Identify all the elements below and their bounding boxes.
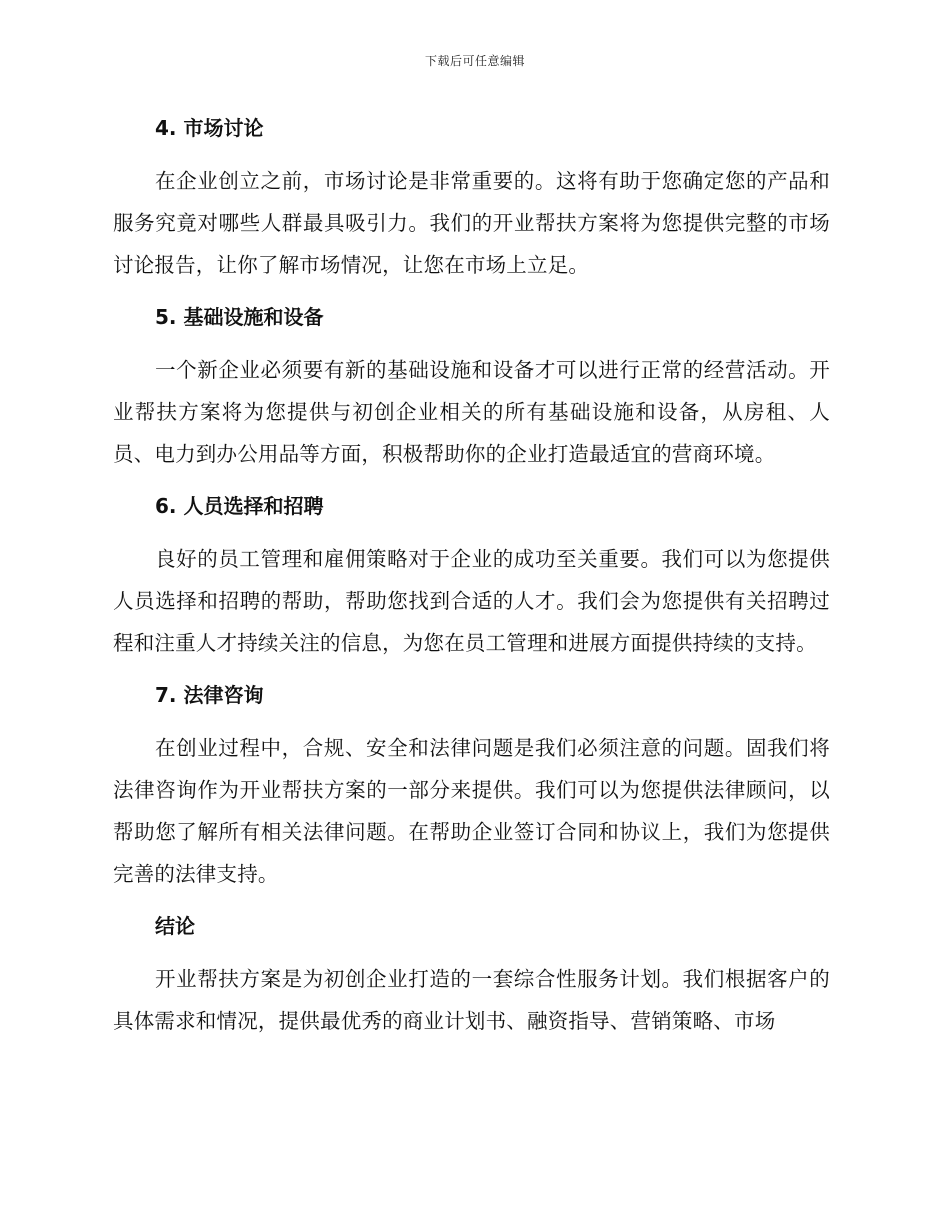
section-title: 结论 (155, 914, 195, 938)
document-body (113, 108, 830, 1053)
section-title: 6. 人员选择和招聘 (155, 494, 324, 518)
section-paragraph: 开业帮扶方案是为初创企业打造的一套综合性服务计划。我们根据客户的具体需求和情况，提供最优秀的商业计划书、融资指导、营销策略、市场 (113, 967, 830, 1033)
section-recruitment (113, 486, 830, 664)
section-legal-consulting (113, 675, 830, 895)
section-paragraph: 良好的员工管理和雇佣策略对于企业的成功至关重要。我们可以为您提供人员选择和招聘的帮助，帮助您找到合适的人才。我们会为您提供有关招聘过程和注重人才持续关注的信息，为您在员工管理和进展方面提供持续的支持。 (113, 547, 830, 655)
section-infrastructure (113, 297, 830, 475)
section-market-discussion (113, 108, 830, 286)
section-paragraph: 在企业创立之前，市场讨论是非常重要的。这将有助于您确定您的产品和服务究竟对哪些人群最具吸引力。我们的开业帮扶方案将为您提供完整的市场讨论报告，让你了解市场情况，让您在市场上立足。 (113, 169, 830, 277)
section-paragraph: 一个新企业必须要有新的基础设施和设备才可以进行正常的经营活动。开业帮扶方案将为您提供与初创企业相关的所有基础设施和设备，从房租、人员、电力到办公用品等方面，积极帮助你的企业打造最适宜的营商环境。 (113, 358, 830, 466)
section-conclusion (113, 906, 830, 1042)
section-paragraph: 在创业过程中，合规、安全和法律问题是我们必须注意的问题。固我们将法律咨询作为开业帮扶方案的一部分来提供。我们可以为您提供法律顾问，以帮助您了解所有相关法律问题。在帮助企业签订合同和协议上，我们为您提供完善的法律支持。 (113, 736, 830, 886)
section-title: 4. 市场讨论 (155, 116, 264, 140)
page-header: 下载后可任意编辑 (424, 54, 525, 68)
section-title: 5. 基础设施和设备 (155, 305, 324, 329)
section-title: 7. 法律咨询 (155, 683, 264, 707)
